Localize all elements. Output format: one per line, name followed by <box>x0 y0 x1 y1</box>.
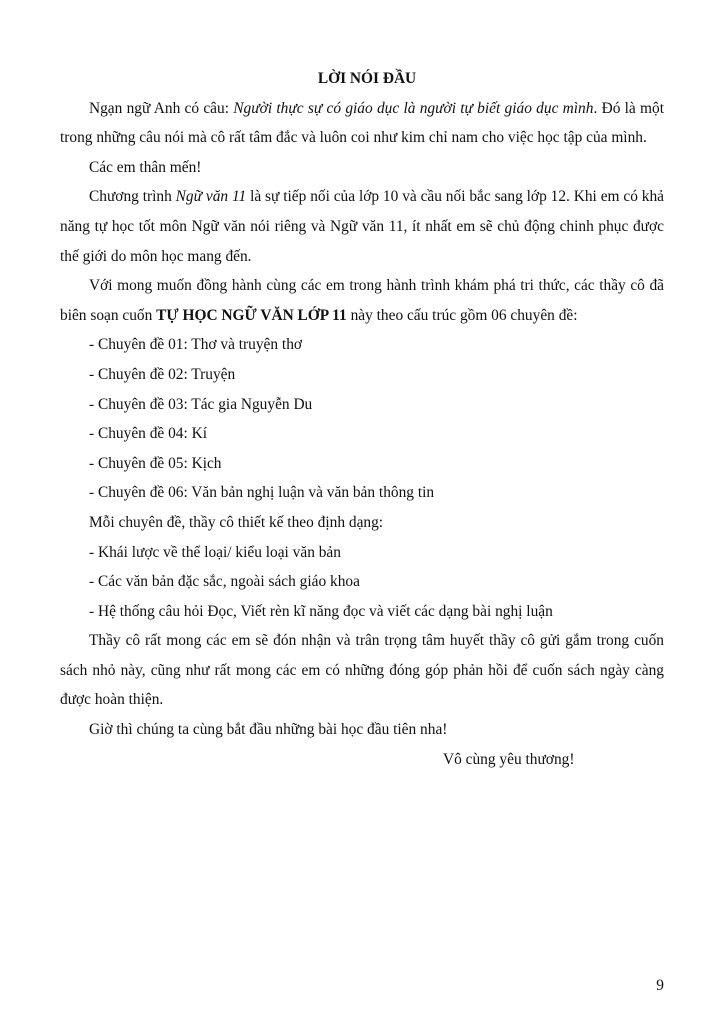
proverb-rest: . Đó là một trong những câu nói mà cô rất tâm đắc và luôn coi như kim chỉ nam cho việc học tập của mình. <box>60 99 664 147</box>
format-item: - Các văn bản đặc sắc, ngoài sách giáo khoa <box>89 573 360 591</box>
topic-item: - Chuyên đề 04: Kí <box>89 425 207 443</box>
paragraph-hope: Thầy cô rất mong các em sẽ đón nhận và trân trọng tâm huyết thầy cô gửi gắm trong cuốn sách nhỏ này, cũng như rất mong các em có những đóng góp phản hồi để cuốn sách ngày càng được hoàn thiện. <box>60 632 664 709</box>
topic-item: - Chuyên đề 03: Tác gia Nguyễn Du <box>89 395 313 413</box>
paragraph-book <box>60 271 664 330</box>
topic-item: - Chuyên đề 02: Truyện <box>89 365 236 383</box>
format-item: - Hệ thống câu hỏi Đọc, Viết rèn kĩ năng đọc và viết các dạng bài nghị luận <box>89 602 553 620</box>
format-item: - Khái lược về thể loại/ kiểu loại văn bản <box>89 543 341 561</box>
paragraph-proverb <box>60 94 664 153</box>
proverb-intro: Ngạn ngữ Anh có câu: <box>89 99 234 117</box>
paragraph-program <box>60 182 664 271</box>
page-content <box>60 64 664 774</box>
paragraph-greeting: Các em thân mến! <box>89 158 202 176</box>
program-intro: Chương trình <box>89 188 176 206</box>
topic-list <box>60 330 664 508</box>
proverb-quote: Người thực sự có giáo dục là người tự biết giáo dục mình <box>233 99 594 117</box>
program-course-name: Ngữ văn 11 <box>175 188 247 206</box>
topic-item: - Chuyên đề 05: Kịch <box>89 454 222 472</box>
paragraph-format-intro: Mỗi chuyên đề, thầy cô thiết kế theo định dạng: <box>89 513 384 531</box>
paragraph-start: Giờ thì chúng ta cùng bắt đầu những bài học đầu tiên nha! <box>89 721 448 739</box>
book-title: TỰ HỌC NGỮ VĂN LỚP 11 <box>156 306 347 324</box>
topic-item: - Chuyên đề 06: Văn bản nghị luận và văn bản thông tin <box>89 484 435 502</box>
topic-item: - Chuyên đề 01: Thơ và truyện thơ <box>89 336 303 354</box>
format-list <box>60 538 664 627</box>
signoff: Vô cùng yêu thương! <box>443 750 575 768</box>
book-intro: Với mong muốn đồng hành cùng các em trong hành trình khám phá tri thức, các thầy cô đã biên soạn cuốn <box>60 277 664 324</box>
book-rest: này theo cấu trúc gồm 06 chuyên đề: <box>346 306 578 324</box>
program-rest: là sự tiếp nối của lớp 10 và cầu nối bắc sang lớp 12. Khi em có khả năng tự học tốt môn Ngữ văn nói riêng và Ngữ văn 11, ít nhất em sẽ chủ động chinh phục được thế giới do môn học mang đến. <box>60 188 664 265</box>
page-number: 9 <box>656 977 664 994</box>
page-title: LỜI NÓI ĐẦU <box>317 70 417 87</box>
